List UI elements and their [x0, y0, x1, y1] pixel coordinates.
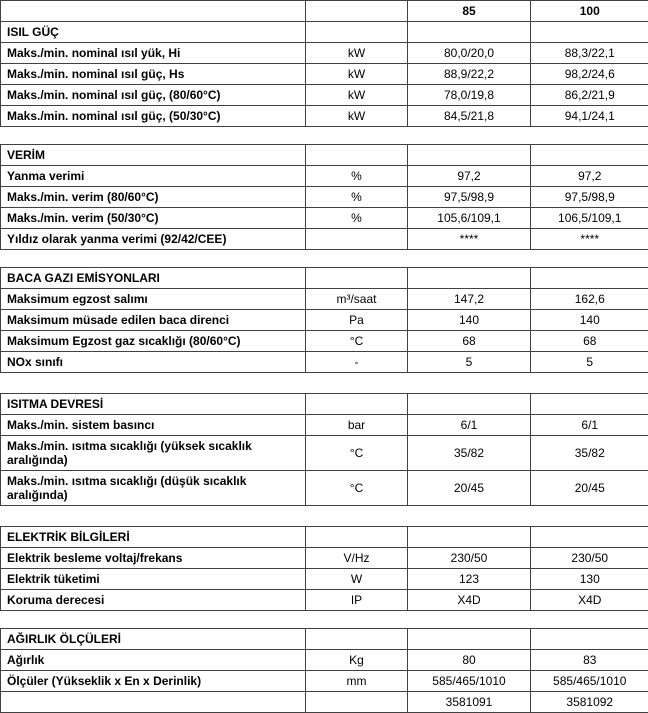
spec-unit: bar: [306, 415, 408, 436]
spec-value-85: 6/1: [408, 415, 531, 436]
empty-cell: [408, 527, 531, 548]
table-row: [1, 415, 648, 436]
table-row: [1, 569, 648, 590]
empty-cell: [531, 268, 648, 289]
spec-unit: °C: [306, 471, 408, 506]
table-row: [1, 650, 648, 671]
section-title-verim: VERİM: [1, 145, 306, 166]
spec-label: Elektrik besleme voltaj/frekans: [1, 548, 306, 569]
table-row: [1, 310, 648, 331]
spec-value-100: ****: [531, 229, 648, 250]
model-100-header: 100: [531, 1, 648, 22]
spec-label: Maksimum egzost salımı: [1, 289, 306, 310]
spec-value-85: 80: [408, 650, 531, 671]
spec-label: Elektrik tüketimi: [1, 569, 306, 590]
spec-unit: V/Hz: [306, 548, 408, 569]
table-row: [1, 352, 648, 373]
spec-value-100: 20/45: [531, 471, 648, 506]
empty-cell: [408, 22, 531, 43]
empty-cell: [531, 527, 648, 548]
product-code-85: 3581091: [408, 692, 531, 713]
spec-label: Ağırlık: [1, 650, 306, 671]
spec-value-85: 20/45: [408, 471, 531, 506]
spec-unit: W: [306, 569, 408, 590]
spec-unit: %: [306, 166, 408, 187]
spec-value-100: X4D: [531, 590, 648, 611]
table-row: [1, 187, 648, 208]
spec-label: Maks./min. ısıtma sıcaklığı (yüksek sıcaklık aralığında): [1, 436, 306, 471]
spec-label: Maksimum Egzost gaz sıcaklığı (80/60°C): [1, 331, 306, 352]
empty-cell: [1, 692, 306, 713]
spec-label: Maks./min. nominal ısıl güç, (80/60°C): [1, 85, 306, 106]
spec-label: Maks./min. nominal ısıl güç, (50/30°C): [1, 106, 306, 127]
empty-cell: [531, 22, 648, 43]
spec-value-100: 130: [531, 569, 648, 590]
table-row: [1, 590, 648, 611]
spec-unit: Pa: [306, 310, 408, 331]
empty-cell: [306, 22, 408, 43]
spec-label: Maks./min. verim (50/30°C): [1, 208, 306, 229]
table-row: [1, 289, 648, 310]
spec-value-85: 147,2: [408, 289, 531, 310]
empty-cell: [306, 629, 408, 650]
empty-cell: [306, 692, 408, 713]
empty-cell: [1, 1, 306, 22]
spec-label: Yıldız olarak yanma verimi (92/42/CEE): [1, 229, 306, 250]
spec-label: Maks./min. sistem basıncı: [1, 415, 306, 436]
empty-cell: [306, 1, 408, 22]
spec-unit: %: [306, 208, 408, 229]
spec-value-100: 86,2/21,9: [531, 85, 648, 106]
section-header-row: [1, 394, 648, 415]
model-85-header: 85: [408, 1, 531, 22]
spec-value-85: 5: [408, 352, 531, 373]
spec-unit: [306, 229, 408, 250]
empty-cell: [306, 527, 408, 548]
spec-value-100: 230/50: [531, 548, 648, 569]
empty-cell: [408, 394, 531, 415]
empty-cell: [408, 145, 531, 166]
spec-value-100: 97,2: [531, 166, 648, 187]
spec-value-100: 140: [531, 310, 648, 331]
section-title-agirlik: AĞIRLIK ÖLÇÜLERİ: [1, 629, 306, 650]
spec-unit: %: [306, 187, 408, 208]
table-row: [1, 229, 648, 250]
spec-unit: mm: [306, 671, 408, 692]
spec-label: Maksimum müsade edilen baca direnci: [1, 310, 306, 331]
spec-label: NOx sınıfı: [1, 352, 306, 373]
spec-value-85: 78,0/19,8: [408, 85, 531, 106]
empty-cell: [408, 268, 531, 289]
spec-value-100: 6/1: [531, 415, 648, 436]
section-title-isil-guc: ISIL GÜÇ: [1, 22, 306, 43]
spec-value-100: 88,3/22,1: [531, 43, 648, 64]
spec-value-100: 83: [531, 650, 648, 671]
table-row: [1, 671, 648, 692]
section-title-isitma-devresi: ISITMA DEVRESİ: [1, 394, 306, 415]
spec-label: Koruma derecesi: [1, 590, 306, 611]
spec-label: Maks./min. ısıtma sıcaklığı (düşük sıcaklık aralığında): [1, 471, 306, 506]
spec-value-85: 97,2: [408, 166, 531, 187]
table-row: [1, 64, 648, 85]
spec-label: Maks./min. verim (80/60°C): [1, 187, 306, 208]
table-row: [1, 471, 648, 506]
table-row: [1, 43, 648, 64]
product-code-100: 3581092: [531, 692, 648, 713]
section-header-row: [1, 629, 648, 650]
spec-unit: kW: [306, 43, 408, 64]
spec-label: Yanma verimi: [1, 166, 306, 187]
spec-unit: °C: [306, 436, 408, 471]
spec-value-85: X4D: [408, 590, 531, 611]
spec-value-85: 140: [408, 310, 531, 331]
empty-cell: [531, 145, 648, 166]
empty-cell: [531, 629, 648, 650]
spec-table-agirlik: [0, 628, 648, 713]
product-code-row: [1, 692, 648, 713]
table-row: [1, 85, 648, 106]
spec-table-verim: [0, 144, 648, 250]
empty-cell: [306, 145, 408, 166]
spec-value-85: ****: [408, 229, 531, 250]
table-row: [1, 166, 648, 187]
spec-value-85: 35/82: [408, 436, 531, 471]
section-header-row: [1, 145, 648, 166]
section-header-row: [1, 527, 648, 548]
spec-value-100: 35/82: [531, 436, 648, 471]
section-header-row: [1, 268, 648, 289]
empty-cell: [306, 268, 408, 289]
spec-unit: kW: [306, 64, 408, 85]
spec-table-isil-guc: [0, 0, 648, 127]
spec-label: Maks./min. nominal ısıl yük, Hi: [1, 43, 306, 64]
spec-value-85: 230/50: [408, 548, 531, 569]
empty-cell: [306, 394, 408, 415]
table-row: [1, 106, 648, 127]
spec-unit: kW: [306, 85, 408, 106]
spec-label: Ölçüler (Yükseklik x En x Derinlik): [1, 671, 306, 692]
spec-table-elektrik: [0, 526, 648, 611]
spec-unit: -: [306, 352, 408, 373]
spec-table-isitma-devresi: [0, 393, 648, 506]
spec-value-100: 94,1/24,1: [531, 106, 648, 127]
spec-table-baca-gazi: [0, 267, 648, 373]
spec-value-100: 98,2/24,6: [531, 64, 648, 85]
spec-unit: IP: [306, 590, 408, 611]
spec-value-100: 5: [531, 352, 648, 373]
spec-value-85: 68: [408, 331, 531, 352]
table-row: [1, 208, 648, 229]
spec-value-100: 97,5/98,9: [531, 187, 648, 208]
spec-value-85: 585/465/1010: [408, 671, 531, 692]
spec-value-85: 123: [408, 569, 531, 590]
section-title-baca-gazi: BACA GAZI EMİSYONLARI: [1, 268, 306, 289]
section-title-elektrik: ELEKTRİK BİLGİLERİ: [1, 527, 306, 548]
spec-unit: m³/saat: [306, 289, 408, 310]
model-header-row: [1, 1, 648, 22]
spec-value-100: 585/465/1010: [531, 671, 648, 692]
spec-value-85: 105,6/109,1: [408, 208, 531, 229]
table-row: [1, 331, 648, 352]
spec-unit: °C: [306, 331, 408, 352]
spec-value-85: 97,5/98,9: [408, 187, 531, 208]
spec-value-100: 162,6: [531, 289, 648, 310]
spec-label: Maks./min. nominal ısıl güç, Hs: [1, 64, 306, 85]
section-header-row: [1, 22, 648, 43]
spec-unit: Kg: [306, 650, 408, 671]
empty-cell: [531, 394, 648, 415]
spec-unit: kW: [306, 106, 408, 127]
spec-value-85: 88,9/22,2: [408, 64, 531, 85]
table-row: [1, 436, 648, 471]
spec-value-100: 106,5/109,1: [531, 208, 648, 229]
spec-value-100: 68: [531, 331, 648, 352]
empty-cell: [408, 629, 531, 650]
spec-value-85: 84,5/21,8: [408, 106, 531, 127]
spec-value-85: 80,0/20,0: [408, 43, 531, 64]
table-row: [1, 548, 648, 569]
